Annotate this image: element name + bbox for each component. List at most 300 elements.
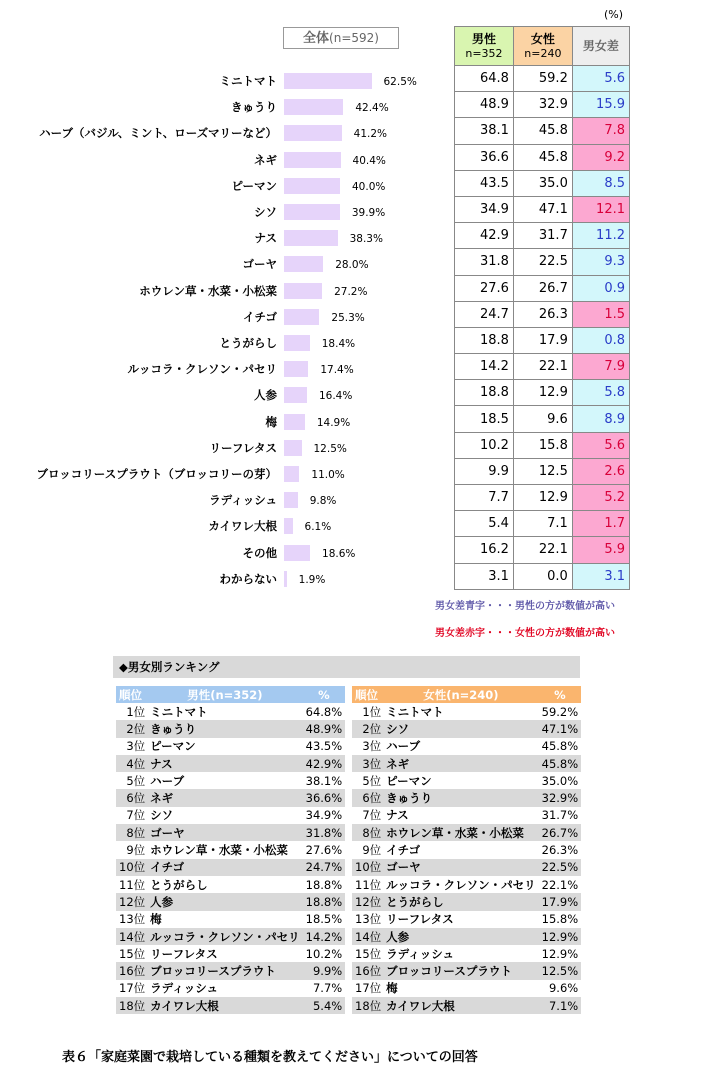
bar-value-label: 6.1% <box>304 521 332 534</box>
bar-value-label: 40.4% <box>352 154 386 167</box>
ranking-row <box>352 807 581 824</box>
ranking-row <box>352 755 581 772</box>
rank-position: 6位 <box>352 789 383 806</box>
ranking-row <box>116 997 345 1014</box>
category-label: ネギ <box>254 152 277 167</box>
ranking-row <box>352 997 581 1014</box>
rank-item-name: シソ <box>147 807 303 824</box>
bar <box>284 230 338 246</box>
ranking-row <box>352 738 581 755</box>
rank-percent: 15.8% <box>539 911 582 928</box>
rank-percent: 9.6% <box>539 980 582 997</box>
male-cell: 16.2 <box>455 537 514 563</box>
bar-value-label: 9.8% <box>309 495 337 508</box>
rank-item-name: ミニトマト <box>383 703 539 720</box>
rank-percent: 59.2% <box>539 703 582 720</box>
male-cell: 18.8 <box>455 327 514 353</box>
male-cell: 31.8 <box>455 249 514 275</box>
rank-item-name: ネギ <box>147 789 303 806</box>
rank-item-name: ホウレン草・水菜・小松菜 <box>147 841 303 858</box>
bar <box>284 492 298 508</box>
bar-value-label: 16.4% <box>318 390 353 403</box>
rank-position: 13位 <box>352 911 383 928</box>
ranking-row <box>116 928 345 945</box>
category-label: きゅうり <box>231 100 277 115</box>
female-cell: 47.1 <box>513 196 572 222</box>
male-cell: 48.9 <box>455 92 514 118</box>
gender-row <box>455 301 630 327</box>
bar-value-label: 25.3% <box>331 311 365 324</box>
ranking-row <box>116 720 345 737</box>
rank-percent: 7.7% <box>303 980 346 997</box>
rank-position: 1位 <box>116 703 147 720</box>
gender-row <box>455 118 630 144</box>
female-cell: 0.0 <box>513 563 572 589</box>
rank-item-name: ラディッシュ <box>383 945 539 962</box>
rank-position: 12位 <box>352 893 383 910</box>
bar-value-label: 18.4% <box>321 338 356 350</box>
rank-position: 5位 <box>352 772 383 789</box>
gender-row <box>455 485 630 511</box>
rank-position: 4位 <box>116 755 147 772</box>
ranking-row <box>116 824 345 841</box>
rank-position: 9位 <box>116 841 147 858</box>
bar-value-label: 28.0% <box>335 259 369 272</box>
rank-item-name: ゴーヤ <box>147 824 303 841</box>
bar <box>284 361 308 377</box>
rank-position: 1位 <box>352 703 383 720</box>
diff-cell: 5.6 <box>572 432 629 458</box>
rank-position: 14位 <box>116 928 147 945</box>
rank-position: 13位 <box>116 911 147 928</box>
rank-percent: 22.1% <box>539 876 582 893</box>
gender-row <box>455 275 630 301</box>
female-cell: 35.0 <box>513 170 572 196</box>
gender-row <box>455 406 630 432</box>
rank-position: 11位 <box>116 876 147 893</box>
ranking-female-table <box>352 686 581 1014</box>
diff-cell: 9.3 <box>572 249 629 275</box>
rank-position: 11位 <box>352 876 383 893</box>
diff-cell: 8.9 <box>572 406 629 432</box>
bar-value-label: 18.6% <box>322 547 356 560</box>
rank-item-name: ルッコラ・クレソン・パセリ <box>147 928 303 945</box>
category-label: ナス <box>254 231 277 246</box>
bar-value-label: 62.5% <box>383 76 417 88</box>
category-label: ゴーヤ <box>242 257 277 272</box>
bar-value-label: 41.2% <box>353 128 388 141</box>
rank-percent: 48.9% <box>303 720 346 737</box>
gender-row <box>455 66 630 92</box>
rank-percent: 38.1% <box>303 772 346 789</box>
rank-item-name: ハーブ <box>147 772 303 789</box>
gender-row <box>455 327 630 353</box>
rank-item-name: ラディッシュ <box>147 980 303 997</box>
male-cell: 34.9 <box>455 196 514 222</box>
rank-position: 18位 <box>352 997 383 1014</box>
gender-row <box>455 458 630 484</box>
diff-cell: 11.2 <box>572 223 629 249</box>
rank-item-name: とうがらし <box>383 893 539 910</box>
category-label: カイワレ大根 <box>208 519 277 534</box>
female-cell: 32.9 <box>513 92 572 118</box>
rank-position: 18位 <box>116 997 147 1014</box>
diff-cell: 7.8 <box>572 118 629 144</box>
rank-percent: 18.5% <box>303 911 346 928</box>
diff-cell: 2.6 <box>572 458 629 484</box>
ranking-male-table <box>116 686 345 1014</box>
ranking-header-cell: 順位 <box>116 686 147 703</box>
diff-cell: 1.5 <box>572 301 629 327</box>
rank-item-name: ゴーヤ <box>383 859 539 876</box>
ranking-header-row <box>116 686 345 703</box>
ranking-header-cell: 順位 <box>352 686 383 703</box>
ranking-row <box>116 911 345 928</box>
ranking-row <box>116 859 345 876</box>
male-cell: 36.6 <box>455 144 514 170</box>
bar <box>284 125 342 141</box>
bar <box>284 414 305 430</box>
rank-percent: 36.6% <box>303 789 346 806</box>
bar <box>284 73 372 89</box>
male-cell: 18.8 <box>455 380 514 406</box>
female-cell: 12.9 <box>513 485 572 511</box>
ranking-row <box>352 928 581 945</box>
rank-percent: 45.8% <box>539 755 582 772</box>
ranking-row <box>352 720 581 737</box>
male-cell: 27.6 <box>455 275 514 301</box>
category-label: 人参 <box>254 388 277 403</box>
diff-cell: 5.8 <box>572 380 629 406</box>
ranking-header-cell: 女性(n=240) <box>383 686 539 703</box>
rank-percent: 24.7% <box>303 859 346 876</box>
rank-percent: 5.4% <box>303 997 346 1014</box>
bar-value-label: 1.9% <box>298 573 326 586</box>
rank-position: 2位 <box>352 720 383 737</box>
overall-header-n: (n=592) <box>329 31 379 45</box>
ranking-row <box>116 980 345 997</box>
rank-item-name: ミニトマト <box>147 703 303 720</box>
diff-cell: 7.9 <box>572 354 629 380</box>
male-cell: 14.2 <box>455 354 514 380</box>
gender-row <box>455 432 630 458</box>
ranking-header-cell: 男性(n=352) <box>147 686 303 703</box>
rank-position: 3位 <box>352 755 383 772</box>
bar <box>284 545 310 561</box>
male-cell: 7.7 <box>455 485 514 511</box>
bar <box>284 518 293 534</box>
ranking-row <box>352 824 581 841</box>
diff-cell: 5.2 <box>572 485 629 511</box>
category-label: ホウレン草・水菜・小松菜 <box>139 283 277 298</box>
rank-percent: 12.9% <box>539 945 582 962</box>
bar <box>284 387 307 403</box>
bar <box>284 309 319 325</box>
rank-percent: 43.5% <box>303 738 346 755</box>
gender-row <box>455 563 630 589</box>
rank-percent: 64.8% <box>303 703 346 720</box>
ranking-row <box>116 703 345 720</box>
female-cell: 15.8 <box>513 432 572 458</box>
gender-row <box>455 196 630 222</box>
rank-item-name: リーフレタス <box>147 945 303 962</box>
category-label: その他 <box>242 545 277 560</box>
ranking-row <box>116 738 345 755</box>
female-cell: 7.1 <box>513 511 572 537</box>
rank-item-name: ナス <box>383 807 539 824</box>
rank-item-name: イチゴ <box>147 859 303 876</box>
rank-item-name: カイワレ大根 <box>147 997 303 1014</box>
rank-percent: 47.1% <box>539 720 582 737</box>
male-cell: 24.7 <box>455 301 514 327</box>
category-label: リーフレタス <box>209 440 277 455</box>
ranking-row <box>116 876 345 893</box>
rank-position: 15位 <box>352 945 383 962</box>
ranking-row <box>116 807 345 824</box>
bar-value-label: 42.4% <box>355 102 389 115</box>
rank-percent: 27.6% <box>303 841 346 858</box>
bar-value-label: 27.2% <box>334 285 368 298</box>
rank-percent: 42.9% <box>303 755 346 772</box>
rank-percent: 31.8% <box>303 824 346 841</box>
bar <box>284 152 341 168</box>
ranking-header-cell: % <box>539 686 582 703</box>
category-label: ブロッコリースプラウト（ブロッコリーの芽） <box>36 467 277 481</box>
gender-row <box>455 537 630 563</box>
bar <box>284 204 340 220</box>
rank-position: 16位 <box>116 962 147 979</box>
bar <box>284 99 343 115</box>
male-cell: 9.9 <box>455 458 514 484</box>
rank-position: 10位 <box>352 859 383 876</box>
rank-percent: 12.5% <box>539 962 582 979</box>
ranking-row <box>116 789 345 806</box>
ranking-row <box>116 962 345 979</box>
rank-percent: 17.9% <box>539 893 582 910</box>
diff-cell: 9.2 <box>572 144 629 170</box>
male-cell: 18.5 <box>455 406 514 432</box>
bar <box>284 256 323 272</box>
note-blue: 男女差青字・・・男性の方が数値が高い <box>435 601 615 612</box>
gender-row <box>455 354 630 380</box>
bar-value-label: 12.5% <box>313 442 347 455</box>
rank-position: 7位 <box>352 807 383 824</box>
bar-value-label: 17.4% <box>320 364 354 377</box>
bar-value-label: 39.9% <box>351 207 386 219</box>
rank-item-name: とうがらし <box>147 876 303 893</box>
ranking-header-row <box>352 686 581 703</box>
diff-cell: 0.9 <box>572 275 629 301</box>
rank-position: 3位 <box>352 738 383 755</box>
female-cell: 17.9 <box>513 327 572 353</box>
rank-item-name: ルッコラ・クレソン・パセリ <box>383 876 539 893</box>
rank-percent: 7.1% <box>539 997 582 1014</box>
overall-header <box>283 27 399 49</box>
rank-percent: 18.8% <box>303 893 346 910</box>
rank-percent: 10.2% <box>303 945 346 962</box>
category-label: ハーブ（バジル、ミント、ローズマリーなど） <box>39 126 277 141</box>
ranking-row <box>116 772 345 789</box>
ranking-row <box>352 772 581 789</box>
male-header: 男性 n=352 <box>455 27 514 66</box>
rank-item-name: ナス <box>147 755 303 772</box>
rank-item-name: シソ <box>383 720 539 737</box>
rank-percent: 35.0% <box>539 772 582 789</box>
male-cell: 5.4 <box>455 511 514 537</box>
rank-position: 7位 <box>116 807 147 824</box>
rank-item-name: ピーマン <box>147 738 303 755</box>
ranking-title: ◆男女別ランキング <box>113 656 580 678</box>
rank-position: 15位 <box>116 945 147 962</box>
rank-percent: 14.2% <box>303 928 346 945</box>
diff-cell: 5.6 <box>572 66 629 92</box>
rank-position: 8位 <box>116 824 147 841</box>
gender-row <box>455 170 630 196</box>
diff-cell: 0.8 <box>572 327 629 353</box>
diff-cell: 1.7 <box>572 511 629 537</box>
rank-item-name: 人参 <box>383 928 539 945</box>
ranking-row <box>352 980 581 997</box>
gender-row <box>455 249 630 275</box>
rank-position: 5位 <box>116 772 147 789</box>
category-label: ミニトマト <box>219 74 277 88</box>
bar <box>284 335 310 351</box>
diff-cell: 8.5 <box>572 170 629 196</box>
male-cell: 3.1 <box>455 563 514 589</box>
bar-value-label: 38.3% <box>349 233 383 246</box>
category-label: 梅 <box>265 414 277 429</box>
female-cell: 9.6 <box>513 406 572 432</box>
female-cell: 22.1 <box>513 537 572 563</box>
bar <box>284 571 287 587</box>
category-label: とうがらし <box>219 336 277 350</box>
rank-position: 17位 <box>116 980 147 997</box>
female-cell: 26.3 <box>513 301 572 327</box>
rank-percent: 45.8% <box>539 738 582 755</box>
unit-label: (%) <box>604 8 624 21</box>
ranking-row <box>352 911 581 928</box>
ranking-row <box>352 876 581 893</box>
bar <box>284 466 299 482</box>
category-label: ルッコラ・クレソン・パセリ <box>127 362 277 377</box>
rank-item-name: リーフレタス <box>383 911 539 928</box>
gender-table <box>454 26 630 590</box>
rank-item-name: 梅 <box>147 911 303 928</box>
male-cell: 64.8 <box>455 66 514 92</box>
category-label: シソ <box>254 205 277 219</box>
male-cell: 10.2 <box>455 432 514 458</box>
female-cell: 31.7 <box>513 223 572 249</box>
ranking-row <box>352 859 581 876</box>
ranking-header-cell: % <box>303 686 346 703</box>
rank-item-name: 人参 <box>147 893 303 910</box>
bar <box>284 283 322 299</box>
category-label: ピーマン <box>231 178 277 193</box>
female-cell: 45.8 <box>513 144 572 170</box>
female-cell: 12.9 <box>513 380 572 406</box>
rank-item-name: ネギ <box>383 755 539 772</box>
rank-item-name: ブロッコリースプラウト <box>383 962 539 979</box>
female-cell: 26.7 <box>513 275 572 301</box>
rank-percent: 12.9% <box>539 928 582 945</box>
rank-item-name: ブロッコリースプラウト <box>147 962 303 979</box>
rank-position: 6位 <box>116 789 147 806</box>
rank-percent: 34.9% <box>303 807 346 824</box>
note-red: 男女差赤字・・・女性の方が数値が高い <box>435 628 615 639</box>
rank-position: 9位 <box>352 841 383 858</box>
rank-item-name: ピーマン <box>383 772 539 789</box>
rank-position: 17位 <box>352 980 383 997</box>
rank-position: 3位 <box>116 738 147 755</box>
bar-value-label: 40.0% <box>352 180 386 193</box>
ranking-row <box>116 893 345 910</box>
category-label: ラディッシュ <box>209 493 277 508</box>
ranking-row <box>116 841 345 858</box>
rank-percent: 18.8% <box>303 876 346 893</box>
rank-position: 8位 <box>352 824 383 841</box>
rank-item-name: カイワレ大根 <box>383 997 539 1014</box>
female-header: 女性 n=240 <box>513 27 572 66</box>
caption: 表６「家庭菜園で栽培している種類を教えてください」についての回答 <box>62 1050 478 1065</box>
gender-row <box>455 92 630 118</box>
bar <box>284 440 302 456</box>
rank-item-name: ハーブ <box>383 738 539 755</box>
bar <box>284 178 340 194</box>
female-cell: 59.2 <box>513 66 572 92</box>
ranking-row <box>352 703 581 720</box>
ranking-row <box>116 755 345 772</box>
bar-value-label: 14.9% <box>316 416 351 429</box>
rank-position: 14位 <box>352 928 383 945</box>
gender-row <box>455 223 630 249</box>
overall-header-label: 全体 <box>303 31 330 46</box>
rank-item-name: きゅうり <box>147 720 303 737</box>
female-cell: 22.5 <box>513 249 572 275</box>
rank-percent: 9.9% <box>303 962 346 979</box>
rank-percent: 22.5% <box>539 859 582 876</box>
category-label: イチゴ <box>242 309 277 324</box>
diff-cell: 5.9 <box>572 537 629 563</box>
rank-percent: 32.9% <box>539 789 582 806</box>
male-cell: 38.1 <box>455 118 514 144</box>
rank-item-name: きゅうり <box>383 789 539 806</box>
rank-percent: 31.7% <box>539 807 582 824</box>
male-cell: 43.5 <box>455 170 514 196</box>
ranking-row <box>352 789 581 806</box>
diff-cell: 3.1 <box>572 563 629 589</box>
rank-item-name: イチゴ <box>383 841 539 858</box>
ranking-row <box>352 962 581 979</box>
category-label: わからない <box>219 571 277 586</box>
female-cell: 12.5 <box>513 458 572 484</box>
rank-position: 10位 <box>116 859 147 876</box>
diff-cell: 12.1 <box>572 196 629 222</box>
rank-item-name: 梅 <box>383 980 539 997</box>
gender-row <box>455 511 630 537</box>
ranking-row <box>352 893 581 910</box>
rank-position: 2位 <box>116 720 147 737</box>
diff-header: 男女差 <box>572 27 629 66</box>
rank-position: 12位 <box>116 893 147 910</box>
rank-position: 16位 <box>352 962 383 979</box>
male-cell: 42.9 <box>455 223 514 249</box>
ranking-row <box>116 945 345 962</box>
female-cell: 22.1 <box>513 354 572 380</box>
ranking-row <box>352 945 581 962</box>
gender-row <box>455 380 630 406</box>
diff-cell: 15.9 <box>572 92 629 118</box>
female-cell: 45.8 <box>513 118 572 144</box>
